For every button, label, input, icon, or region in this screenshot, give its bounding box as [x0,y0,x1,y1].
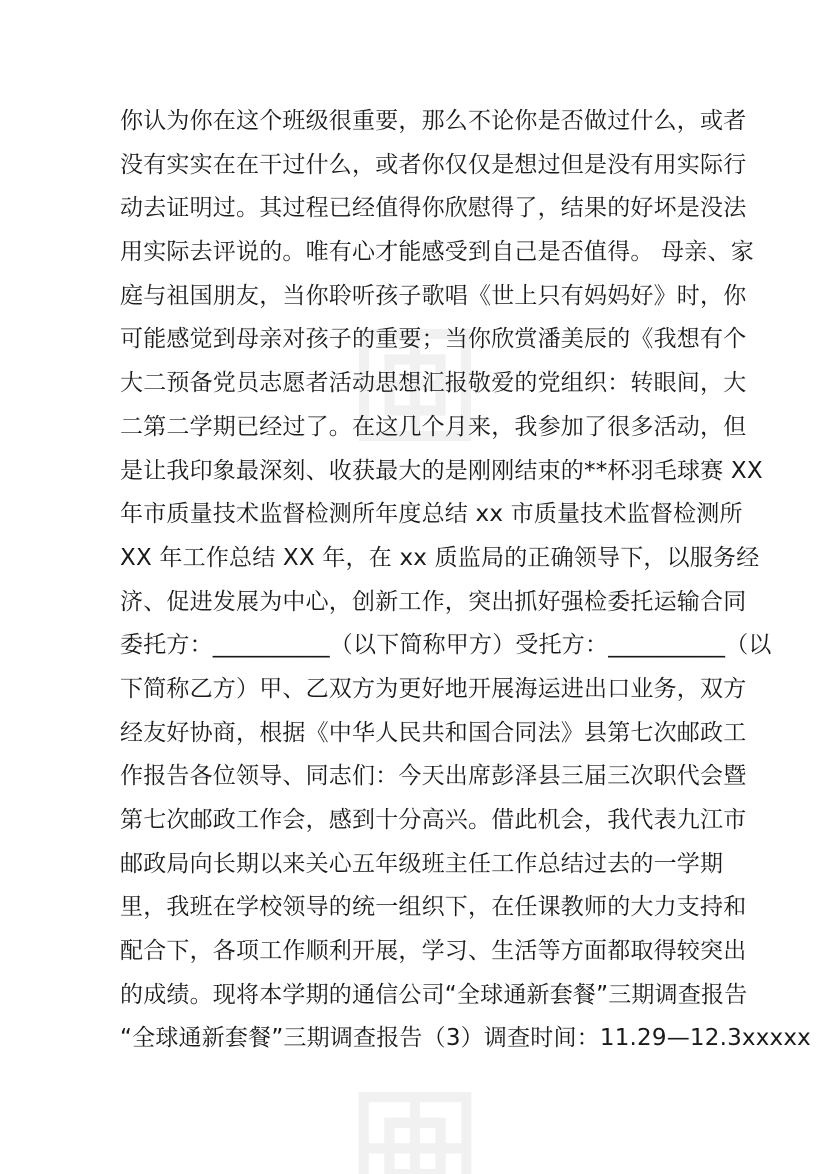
text-line-13: 委托方：__________（以下简称甲方）受托方：__________（以 [120,632,772,659]
text-line-18: 邮政局向长期以来关心五年级班主任工作总结过去的一学期 [120,850,724,877]
document-body [120,100,811,1061]
text-line-4: 用实际去评说的。唯有心才能感受到自己是否值得。 母亲、家 [120,239,754,266]
text-line-3: 动去证明过。其过程已经值得你欣慰得了，结果的好坏是没法 [120,195,747,222]
text-line-15: 经友好协商，根据《中华人民共和国合同法》县第七次邮政工 [120,719,747,746]
text-line-5: 庭与祖国朋友，当你聆听孩子歌唱《世上只有妈妈好》时，你 [120,282,747,309]
text-line-9: 是让我印象最深刻、收获最大的是刚刚结束的**杯羽毛球赛 XX [120,457,763,484]
text-line-21: 的成绩。现将本学期的通信公司“全球通新套餐”三期调查报告 [120,981,748,1008]
text-line-16: 作报告各位领导、同志们：今天出席彭泽县三届三次职代会暨 [120,763,747,790]
text-line-20: 配合下，各项工作顺利开展，学习、生活等方面都取得较突出 [120,938,747,965]
text-line-11: XX 年工作总结 XX 年，在 xx 质监局的正确领导下，以服务经 [120,544,760,571]
text-line-12: 济、促进发展为中心，创新工作，突出抓好强检委托运输合同 [120,588,747,615]
text-line-1: 你认为你在这个班级很重要，那么不论你是否做过什么，或者 [120,108,747,134]
text-line-7: 大二预备党员志愿者活动思想汇报敬爱的党组织：转眼间，大 [120,370,747,397]
watermark-icon-bottom [330,1080,500,1174]
text-line-8: 二第二学期已经过了。在这几个月来，我参加了很多活动，但 [120,413,747,440]
text-line-17: 第七次邮政工作会，感到十分高兴。借此机会，我代表九江市 [120,807,747,833]
text-line-10: 年市质量技术监督检测所年度总结 xx 市质量技术监督检测所 [120,501,743,528]
text-line-22: “全球通新套餐”三期调查报告（3）调查时间：11.29—12.3xxxxx [120,1025,811,1052]
text-line-2: 没有实实在在干过什么，或者你仅仅是想过但是没有用实际行 [120,151,747,178]
text-line-14: 下简称乙方）甲、乙双方为更好地开展海运进出口业务，双方 [120,675,747,702]
text-line-19: 里，我班在学校领导的统一组织下，在任课教师的大力支持和 [120,894,747,921]
text-line-6: 可能感觉到母亲对孩子的重要；当你欣赏潘美辰的《我想有个 [120,326,747,353]
